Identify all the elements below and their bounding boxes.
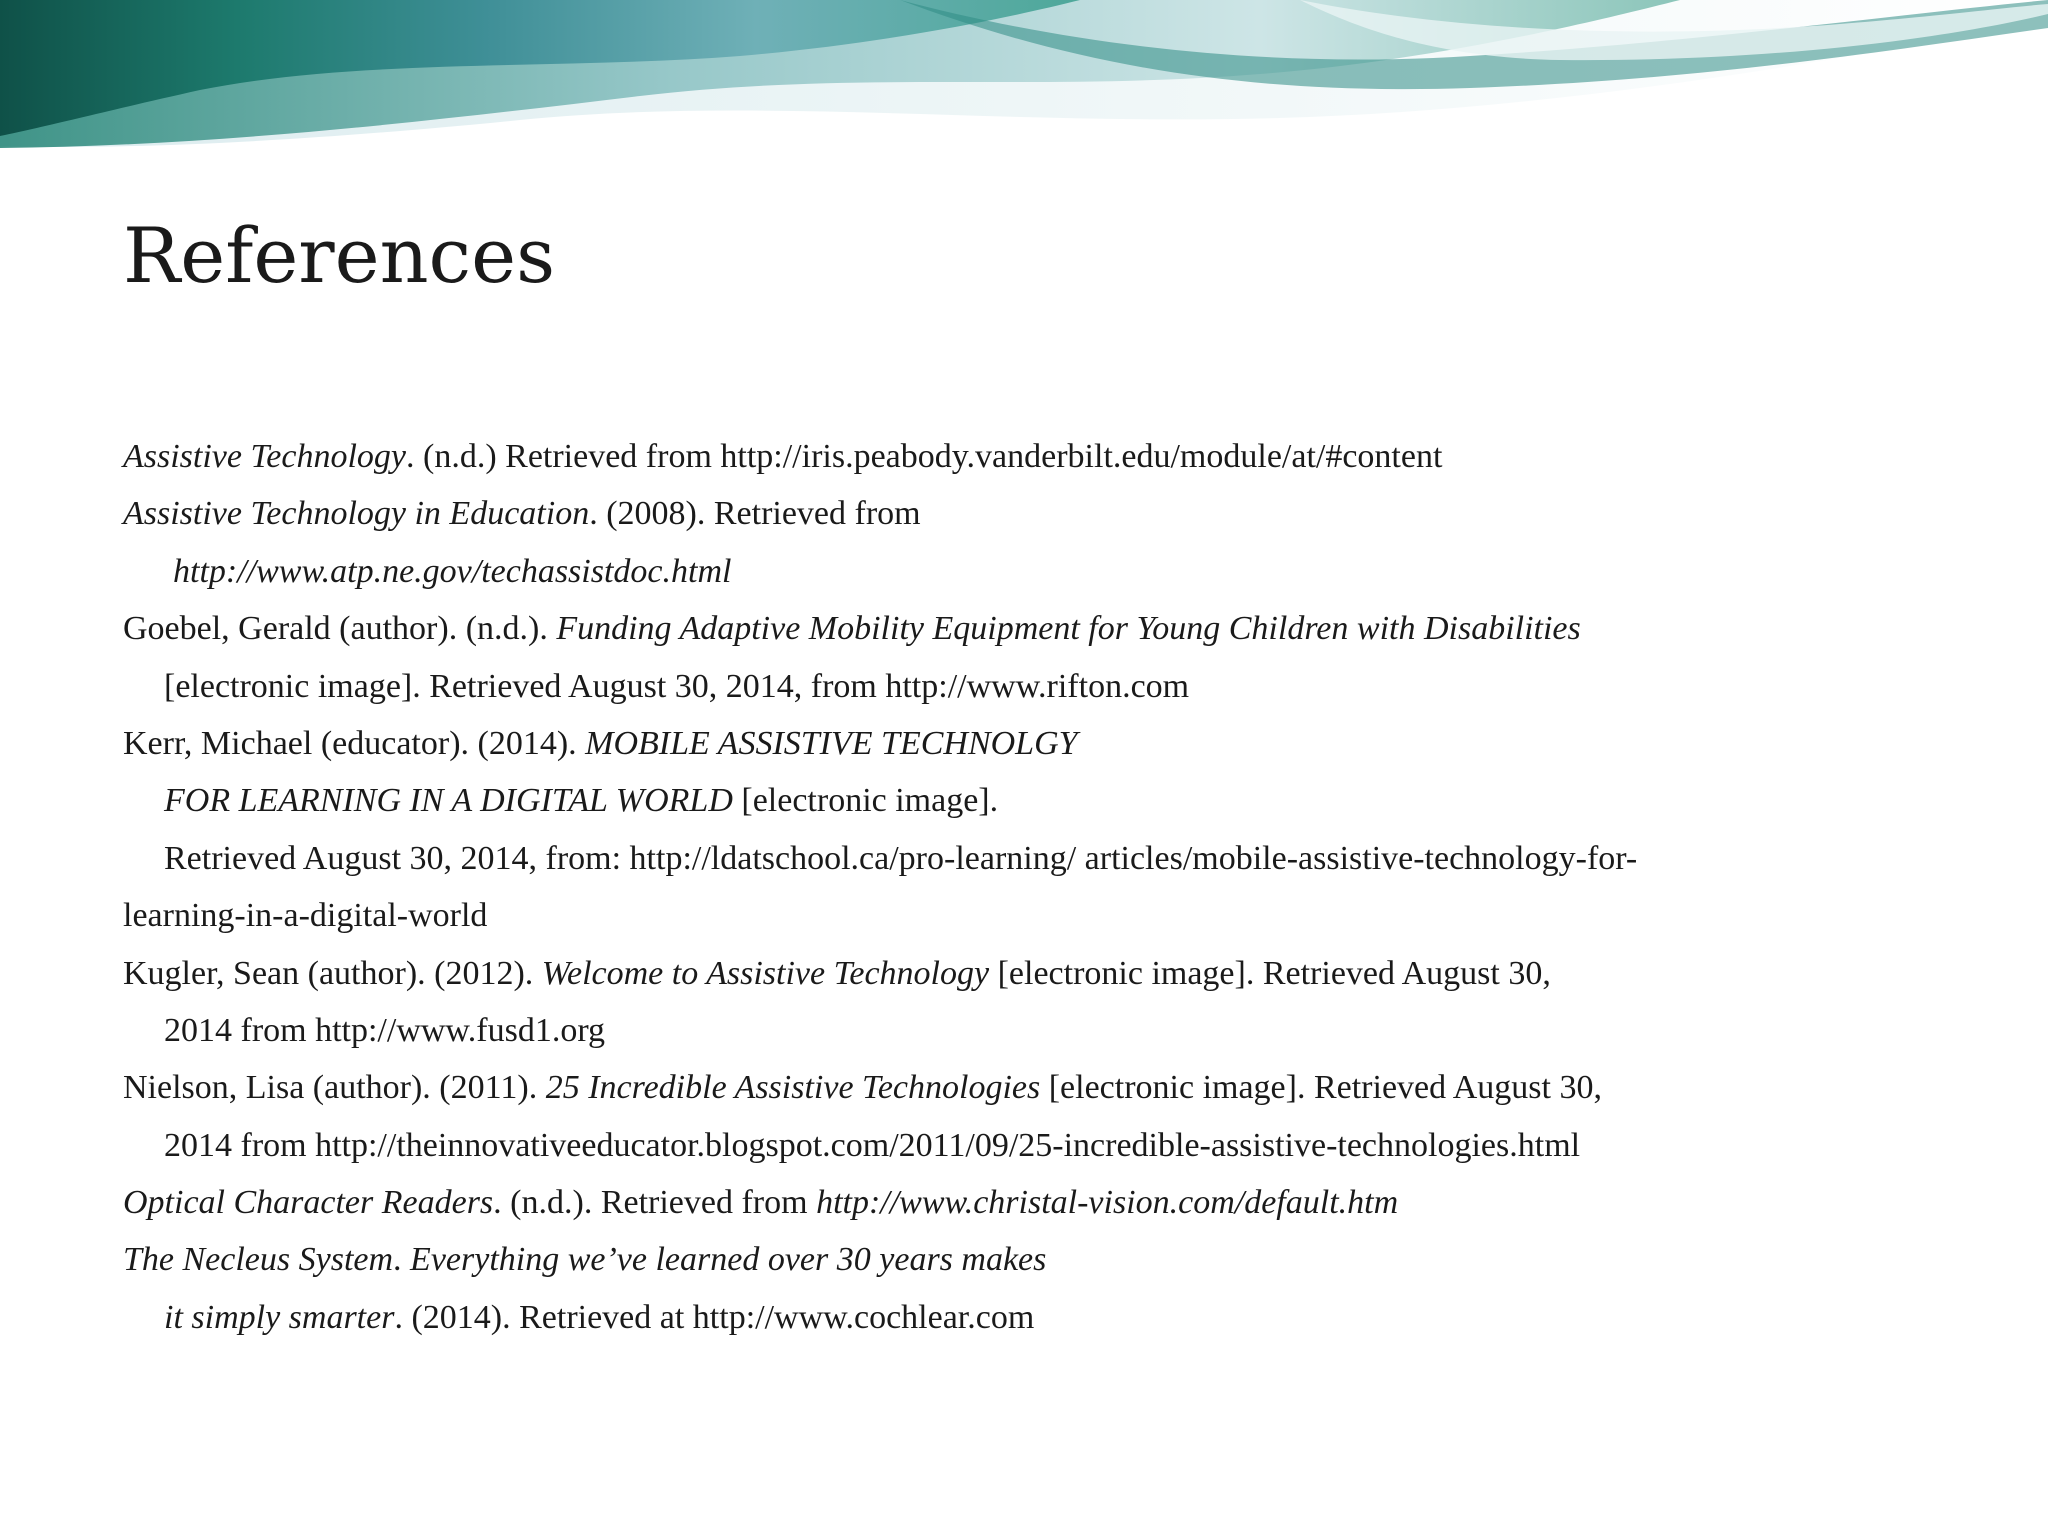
reference-continuation <box>123 658 2003 715</box>
reference-continuation <box>123 543 2003 600</box>
reference-text: 2014 from http://theinnovativeeducator.blogspot.com/2011/09/25-incredible-assistive-technologies.html <box>164 1126 1581 1164</box>
reference-entry <box>123 945 2003 1002</box>
reference-continuation <box>123 772 2003 829</box>
reference-title: Everything we’ve learned over 30 years makes <box>410 1241 1047 1279</box>
reference-text: . (2008). Retrieved from <box>589 495 921 533</box>
header-wave-banner <box>0 0 2048 160</box>
reference-url: http://www.christal-vision.com/default.htm <box>816 1184 1399 1222</box>
reference-text: [electronic image]. Retrieved August 30, <box>989 954 1551 992</box>
reference-continuation <box>123 1117 2003 1174</box>
page-title: References <box>123 211 556 300</box>
reference-title: Optical Character Readers <box>123 1184 494 1222</box>
reference-continuation <box>123 887 2003 944</box>
reference-title: FOR LEARNING IN A DIGITAL WORLD <box>164 782 733 820</box>
reference-title: Welcome to Assistive Technology <box>541 954 990 992</box>
reference-title: The Necleus System <box>123 1241 394 1279</box>
reference-text: Kugler, Sean (author). (2012). <box>123 954 542 992</box>
reference-title: it simply smarter <box>164 1298 395 1336</box>
reference-entry <box>123 600 2003 657</box>
reference-title: 25 Incredible Assistive Technologies <box>545 1069 1041 1107</box>
reference-text: . <box>393 1241 411 1279</box>
reference-text: learning-in-a-digital-world <box>123 897 488 935</box>
reference-entry <box>123 485 2003 542</box>
reference-text: Kerr, Michael (educator). (2014). <box>123 724 586 762</box>
reference-title: Assistive Technology in Education <box>123 495 590 533</box>
reference-continuation <box>123 830 2003 887</box>
reference-text: . (n.d.) Retrieved from http://iris.peabody.vanderbilt.edu/module/at/#content <box>406 438 1443 475</box>
reference-text: [electronic image]. Retrieved August 30, 2014, from http://www.rifton.com <box>164 667 1190 705</box>
reference-text: 2014 from http://www.fusd1.org <box>164 1011 606 1049</box>
reference-text: [electronic image]. Retrieved August 30, <box>1040 1069 1602 1107</box>
reference-text: Nielson, Lisa (author). (2011). <box>123 1069 546 1107</box>
reference-list <box>123 428 2003 1346</box>
reference-title: Funding Adaptive Mobility Equipment for Young Children with Disabilities <box>556 610 1581 648</box>
reference-text: . (2014). Retrieved at http://www.cochlear.com <box>394 1298 1035 1336</box>
reference-continuation <box>123 1289 2003 1346</box>
reference-url: http://www.atp.ne.gov/techassistdoc.html <box>173 552 732 590</box>
reference-title: MOBILE ASSISTIVE TECHNOLGY <box>585 724 1078 762</box>
reference-entry <box>123 715 2003 772</box>
reference-text: Retrieved August 30, 2014, from: http://ldatschool.ca/pro-learning/ articles/mobile-assistive-technology-for- <box>164 839 1638 877</box>
reference-continuation <box>123 1002 2003 1059</box>
reference-entry <box>123 1174 2003 1231</box>
reference-title: Assistive Technology <box>123 438 406 475</box>
reference-text: Goebel, Gerald (author). (n.d.). <box>123 610 557 648</box>
reference-entry <box>123 1059 2003 1116</box>
reference-text: [electronic image]. <box>732 782 999 820</box>
reference-text: . (n.d.). Retrieved from <box>493 1184 817 1222</box>
reference-entry <box>123 428 2003 485</box>
reference-entry <box>123 1231 2003 1288</box>
